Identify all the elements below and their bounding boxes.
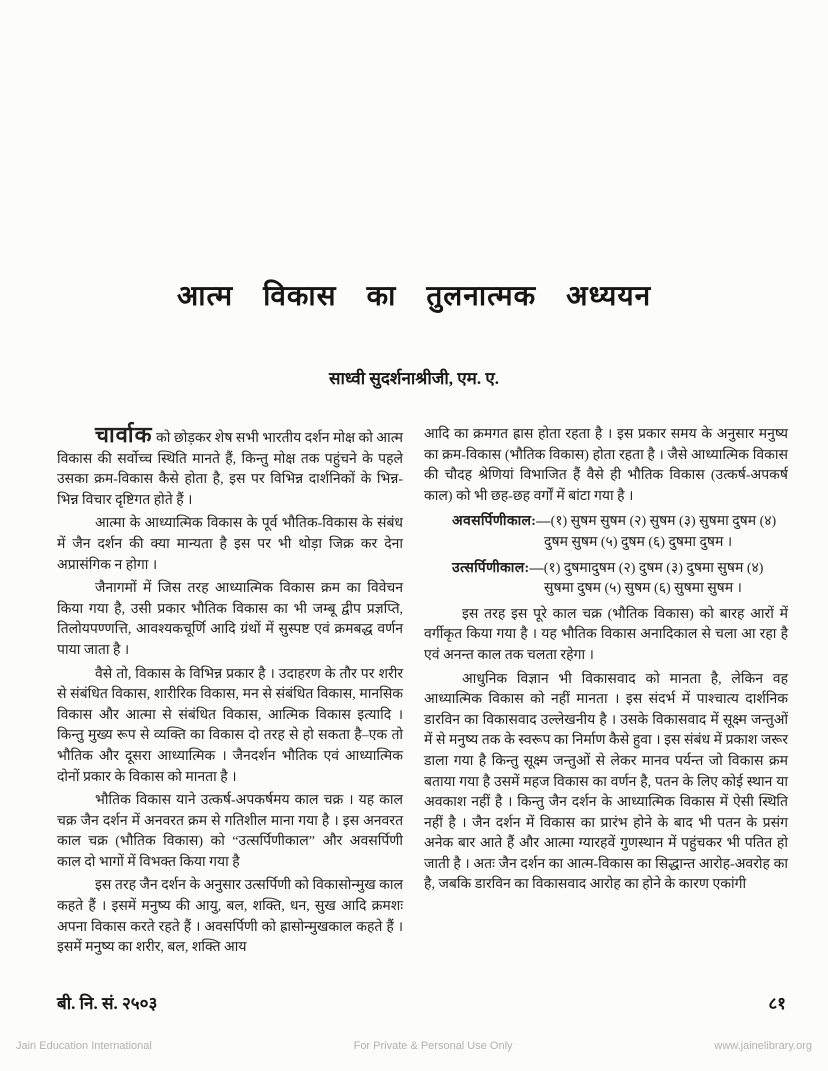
page-title: आत्म विकास का तुलनात्मक अध्ययन <box>176 281 652 312</box>
utsarpini-items: (१) दुषमादुषम (२) दुषम (३) दुषमा सुषम (४) सुषमा दुषम (५) सुषम (६) सुषमा सुषम । <box>543 560 764 597</box>
paragraph: आत्मा के आध्यात्मिक विकास के पूर्व भौतिक-विकास के संबंध में जैन दर्शन की क्या मान्यता है इस पर भी थोड़ा जिक्र कर देना अप्रासंगिक न होगा । <box>57 516 404 573</box>
two-column-body <box>0 422 828 962</box>
paragraph-text: को छोड़कर शेष सभी भारतीय दर्शन मोक्ष को आत्म विकास की सर्वोच्च स्थिति मानते हैं, किन्तु मोक्ष तक पहुंचने के पहले उसका क्रम-विकास कैसे होता है, इस पर विभिन्न दार्शनिकों के भिन्न-भिन्न विचार दृष्टिगत होते हैं । <box>57 431 404 508</box>
avasarpini-kala-list <box>452 512 788 553</box>
footer-usage-notice: For Private & Personal Use Only <box>353 1040 513 1052</box>
avasarpini-label: अवसर्पिणीकाल:— <box>452 514 551 530</box>
paragraph: वैसे तो, विकास के विभिन्न प्रकार है । उदाहरण के तौर पर शरीर से संबंधित विकास, शारीरिक विकास, मन से संबंधित विकास, मानसिक विकास और आत्मा से संबंधित विकास, आत्मिक विकास इत्यादि । किन्तु मुख्य रूप से व्यक्ति का विकास दो तरह से हो सकता है–एक तो भौतिक और दूसरा आध्यात्मिक । जैनदर्शन भौतिक एवं आध्यात्मिक दोनों प्रकार के विकास को मानता है । <box>57 666 404 785</box>
paragraph: इस तरह जैन दर्शन के अनुसार उत्सर्पिणी को विकासोन्मुख काल कहते हैं । इसमें मनुष्य की आयु, बल, शक्ति, धन, सुख आदि क्रमशः अपना विकास करते रहते हैं । अवसर्पिणी को ह्रासोन्मुखकाल कहते हैं । इसमें मनुष्य का शरीर, बल, शक्ति आय <box>57 878 404 956</box>
scan-footer <box>0 1040 828 1052</box>
paragraph: भौतिक विकास याने उत्कर्ष-अपकर्षमय काल चक्र । यह काल चक्र जैन दर्शन में अनवरत क्रम से गतिशील माना गया है । इस अनवरत काल चक्र (भौतिक विकास) को “उत्सर्पिणीकाल” और अवसर्पिणी काल दो भागों में विभक्त किया गया है <box>57 793 404 870</box>
right-column <box>424 425 788 962</box>
author-byline: साध्वी सुदर्शनाश्रीजी, एम. ए. <box>329 369 499 388</box>
avasarpini-items: (१) सुषम सुषम (२) सुषम (३) सुषमा दुषम (४) दुषम सुषम (५) दुषम (६) दुषमा दुषम । <box>544 514 777 550</box>
paragraph-continuation: आदि का क्रमगत ह्रास होता रहता है । इस प्रकार समय के अनुसार मनुष्य का क्रम-विकास (भौतिक विकास) होता रहता है । जैसे आध्यात्मिक विकास की चौदह श्रेणियां विभाजित हैं वैसे ही भौतिक विकास (उत्कर्ष-अपकर्ष काल) को भी छह-छह वर्गों में बांटा गया है । <box>424 427 788 504</box>
utsarpini-label: उत्सर्पिणीकाल:— <box>452 560 544 576</box>
paragraph: आधुनिक विज्ञान भी विकासवाद को मानता है, लेकिन वह आध्यात्मिक विकास को नहीं मानता । इस संदर्भ में पाश्चात्य दार्शनिक डारविन का विकासवाद उल्लेखनीय है । उसके विकासवाद में सूक्ष्म जन्तुओं में से मनुष्य तक के स्वरूप का निर्माण कैसे हुवा । इस संबंध में प्रकाश जरूर डाला गया है किन्तु सूक्ष्म जन्तुओं से लेकर मानव पर्यन्त जो विकास क्रम बताया गया है उसमें महज विकास का वर्णन है, पतन के लिए कोई स्थान या अवकाश नहीं है । किन्तु जैन दर्शन के आध्यात्मिक विकास में ऐसी स्थिति नहीं है । जैन दर्शन में विकास का प्रारंभ होने के बाद भी पतन के प्रसंग अनेक बार आते हैं और आत्मा ग्यारहवें गुणस्थान में पहुंचकर भी पतित हो जाती है । अतः जैन दर्शन का आत्म-विकास का सिद्धान्त आरोह-अवरोह का है, जबकि डारविन का विकासवाद आरोह का होने के कारण एकांगी <box>424 671 788 893</box>
footer-publisher: Jain Education International <box>16 1040 152 1052</box>
lead-word: चार्वाक <box>95 422 153 447</box>
utsarpini-kala-list <box>452 559 788 600</box>
paragraph: जैनागमों में जिस तरह आध्यात्मिक विकास क्रम का विवेचन किया गया है, उसी प्रकार भौतिक विकास का भी जम्बू द्वीप प्रज्ञप्ति, तिलोयपण्णत्ति, आवश्यकचूर्णि आदि ग्रंथों में सुस्पष्ट एवं क्रमबद्ध वर्णन पाया जाता है । <box>57 581 404 658</box>
page-bottom-row <box>57 991 786 1014</box>
footer-website: www.jainelibrary.org <box>714 1040 812 1052</box>
era-reference: बी. नि. सं. २५०३ <box>57 994 158 1013</box>
paragraph: इस तरह इस पूरे काल चक्र (भौतिक विकास) को बारह आरों में वर्गीकृत किया गया है । यह भौतिक विकास अनादिकाल से चला आ रहा है एवं अनन्त काल तक चलता रहेगा । <box>424 606 788 663</box>
paragraph-intro <box>57 422 404 511</box>
left-column <box>57 422 404 962</box>
page-number: ८१ <box>768 994 786 1013</box>
